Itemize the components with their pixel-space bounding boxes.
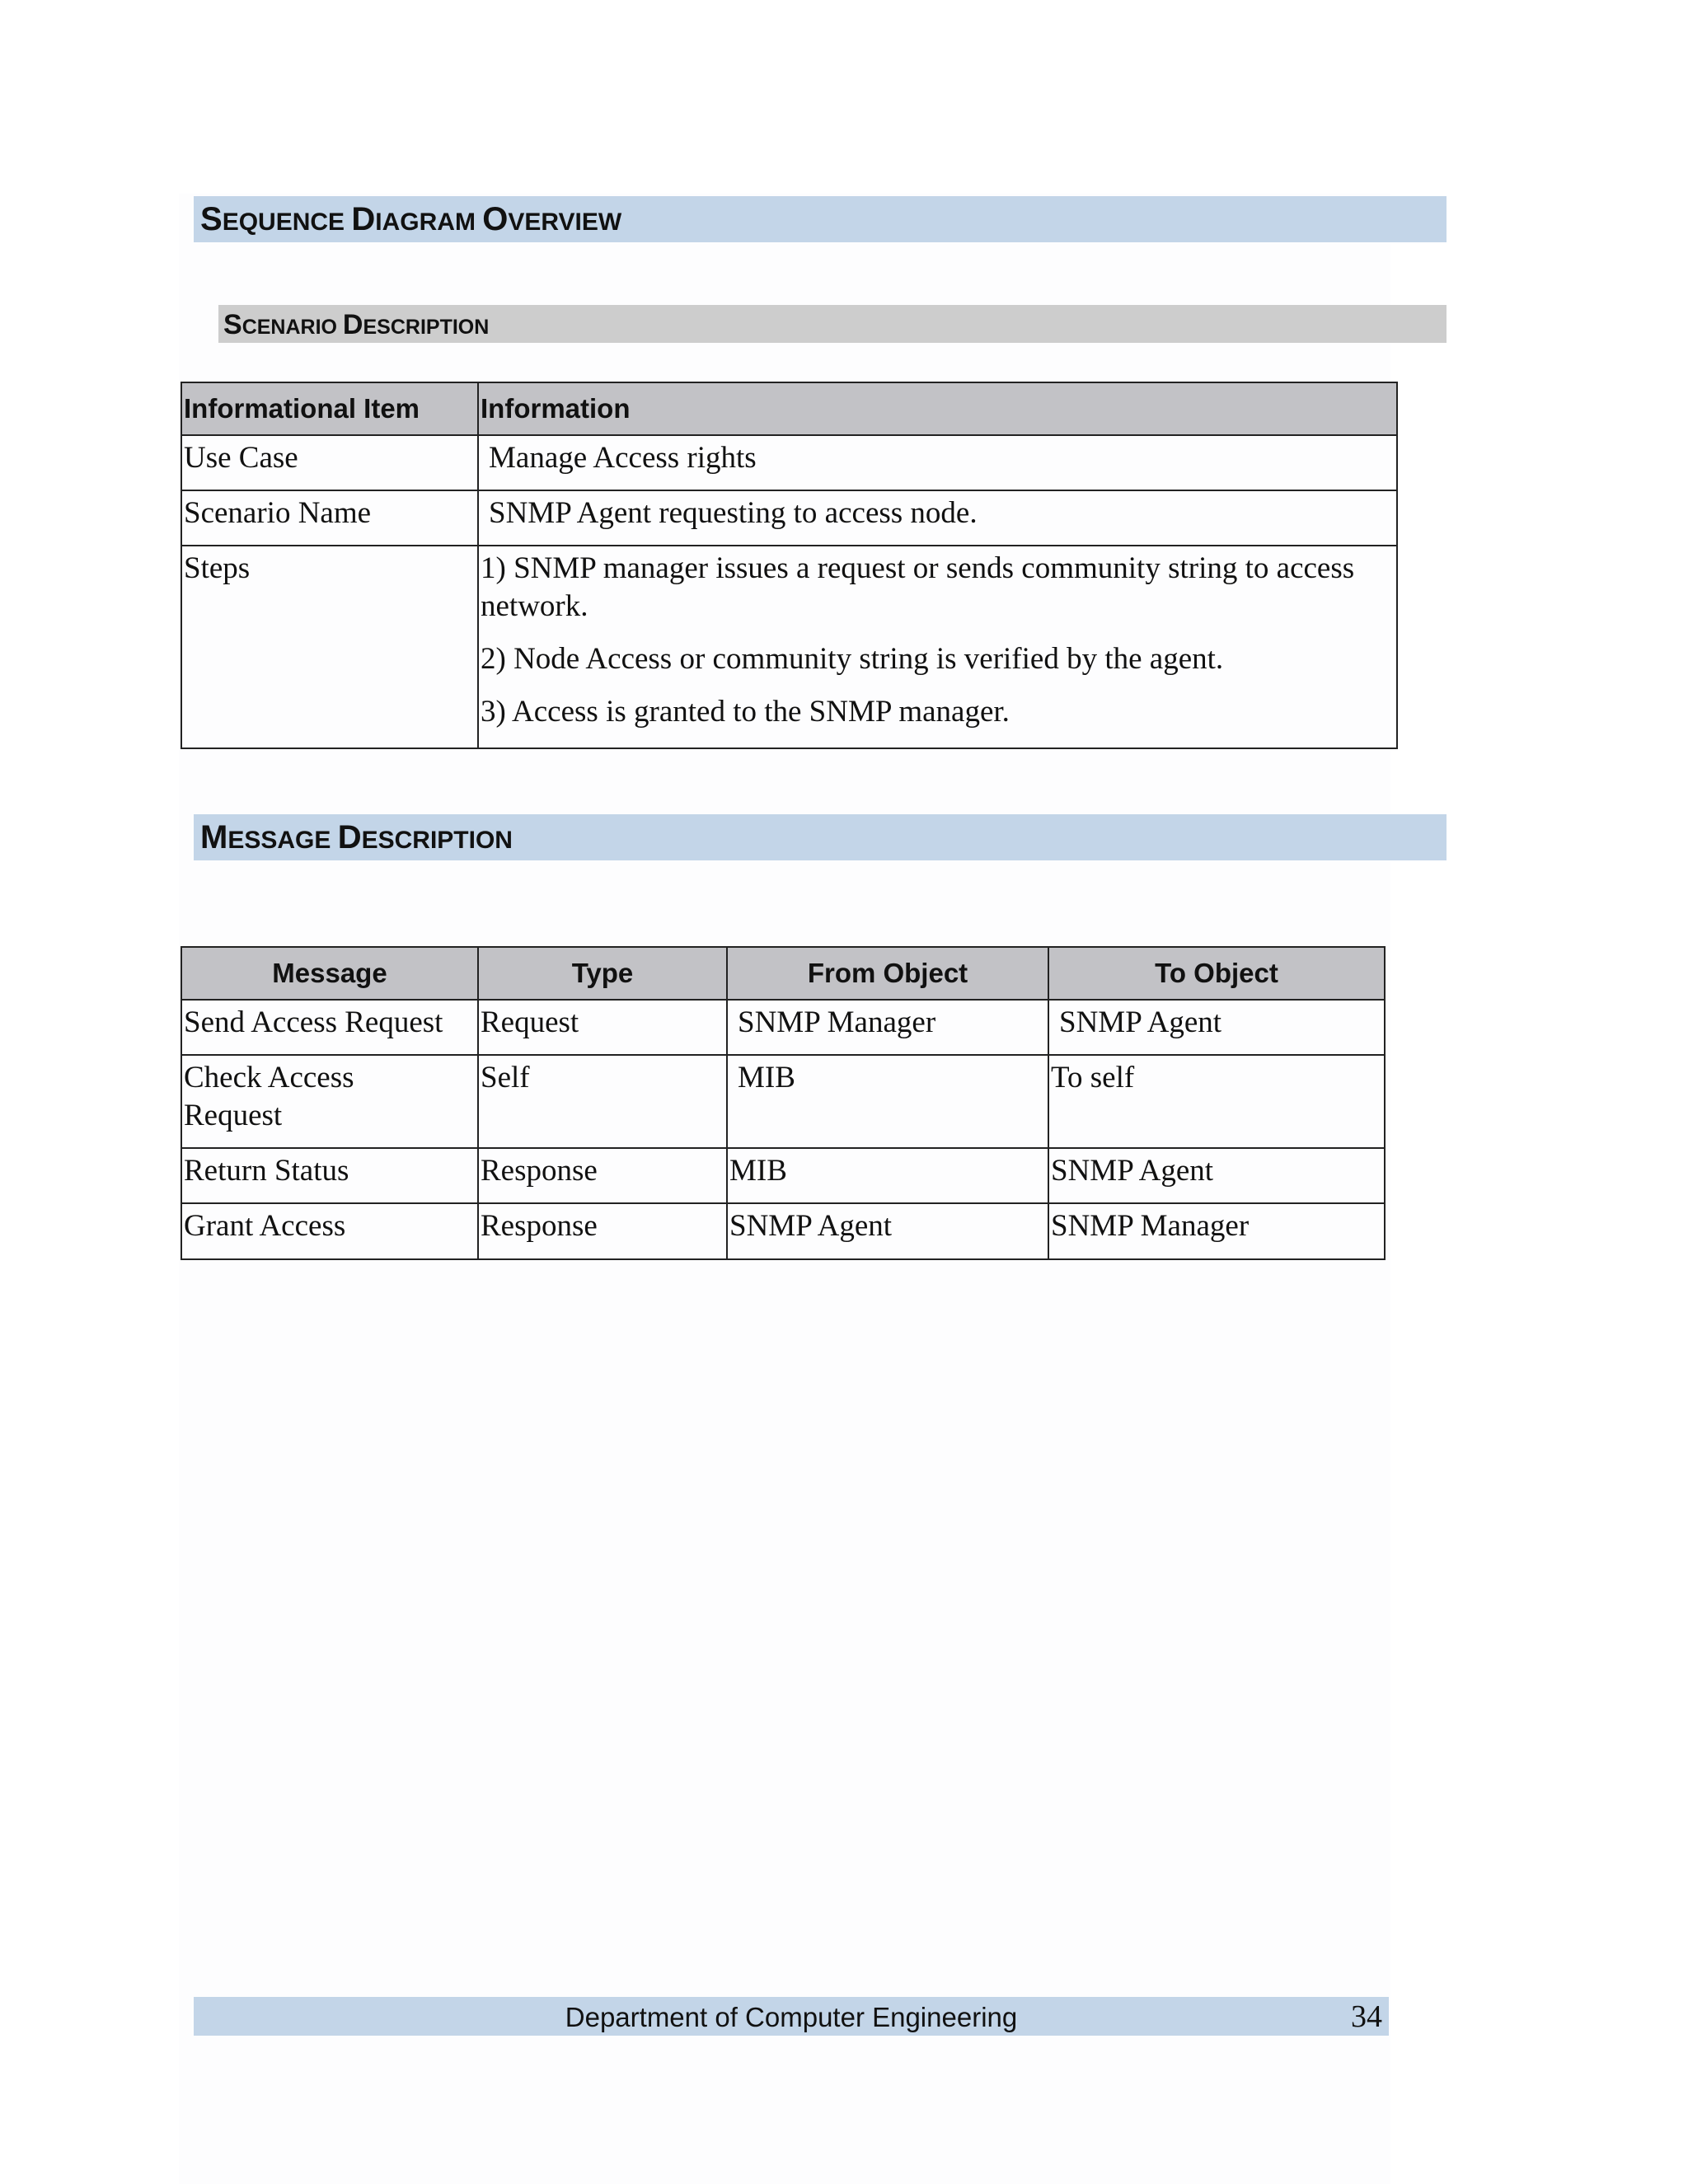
table-cell: Grant Access	[181, 1203, 478, 1259]
message-description-table	[181, 946, 1386, 1260]
table-row	[181, 1203, 1385, 1259]
heading-initial: S	[200, 201, 223, 237]
step-item: 1) SNMP manager issues a request or sends community string to access network.	[481, 551, 1355, 623]
column-header: Type	[478, 947, 727, 1000]
column-header: From Object	[727, 947, 1048, 1000]
heading-initial: D	[351, 201, 376, 237]
heading-text: EQUENCE	[222, 209, 352, 236]
table-row	[181, 1148, 1385, 1203]
scenario-description-table	[181, 382, 1398, 749]
table-header-row	[181, 382, 1397, 435]
page-footer	[194, 1997, 1389, 2036]
table-cell: SNMP Agent requesting to access node.	[478, 490, 1397, 546]
table-row	[181, 1000, 1385, 1055]
table-cell: Manage Access rights	[478, 435, 1397, 490]
table-cell: To self	[1048, 1055, 1385, 1148]
table-cell: Steps	[181, 546, 478, 748]
subsection-heading-scenario-description	[218, 305, 1447, 343]
table-cell: Return Status	[181, 1148, 478, 1203]
column-header: Message	[181, 947, 478, 1000]
heading-initial: S	[223, 309, 242, 340]
heading-initial: D	[337, 819, 362, 855]
table-row	[181, 435, 1397, 490]
table-row	[181, 1055, 1385, 1148]
step-item: 2) Node Access or community string is verified by the agent.	[481, 642, 1224, 676]
table-cell: MIB	[727, 1055, 1048, 1148]
table-cell: Response	[478, 1148, 727, 1203]
table-cell: SNMP Agent	[1048, 1148, 1385, 1203]
table-cell: Send Access Request	[181, 1000, 478, 1055]
table-row	[181, 546, 1397, 748]
table-cell: Request	[478, 1000, 727, 1055]
table-cell: SNMP Agent	[727, 1203, 1048, 1259]
heading-text: ESCRIPTION	[363, 316, 490, 339]
footer-department: Department of Computer Engineering	[565, 2002, 1018, 2032]
table-cell: SNMP Agent	[1048, 1000, 1385, 1055]
table-header-row	[181, 947, 1385, 1000]
heading-text: ESSAGE	[227, 827, 338, 854]
table-cell: Check Access Request	[181, 1055, 478, 1148]
section-heading-message-description	[194, 814, 1447, 860]
steps-cell	[478, 546, 1397, 748]
heading-text: IAGRAM	[375, 209, 483, 236]
heading-text: VERVIEW	[508, 209, 622, 236]
table-row	[181, 490, 1397, 546]
heading-text: CENARIO	[241, 316, 343, 339]
table-cell: SNMP Manager	[727, 1000, 1048, 1055]
heading-initial: O	[482, 201, 509, 237]
table-cell: Scenario Name	[181, 490, 478, 546]
column-header: Information	[478, 382, 1397, 435]
page-number: 34	[1351, 1999, 1382, 2034]
heading-initial: D	[342, 309, 363, 340]
section-heading-sequence-diagram-overview	[194, 196, 1447, 242]
table-cell: Self	[478, 1055, 727, 1148]
table-cell: SNMP Manager	[1048, 1203, 1385, 1259]
column-header: To Object	[1048, 947, 1385, 1000]
table-cell: Use Case	[181, 435, 478, 490]
column-header: Informational Item	[181, 382, 478, 435]
table-cell: MIB	[727, 1148, 1048, 1203]
heading-text: ESCRIPTION	[361, 827, 513, 854]
heading-initial: M	[200, 819, 228, 855]
table-cell: Response	[478, 1203, 727, 1259]
step-item: 3) Access is granted to the SNMP manager.	[481, 695, 1010, 729]
